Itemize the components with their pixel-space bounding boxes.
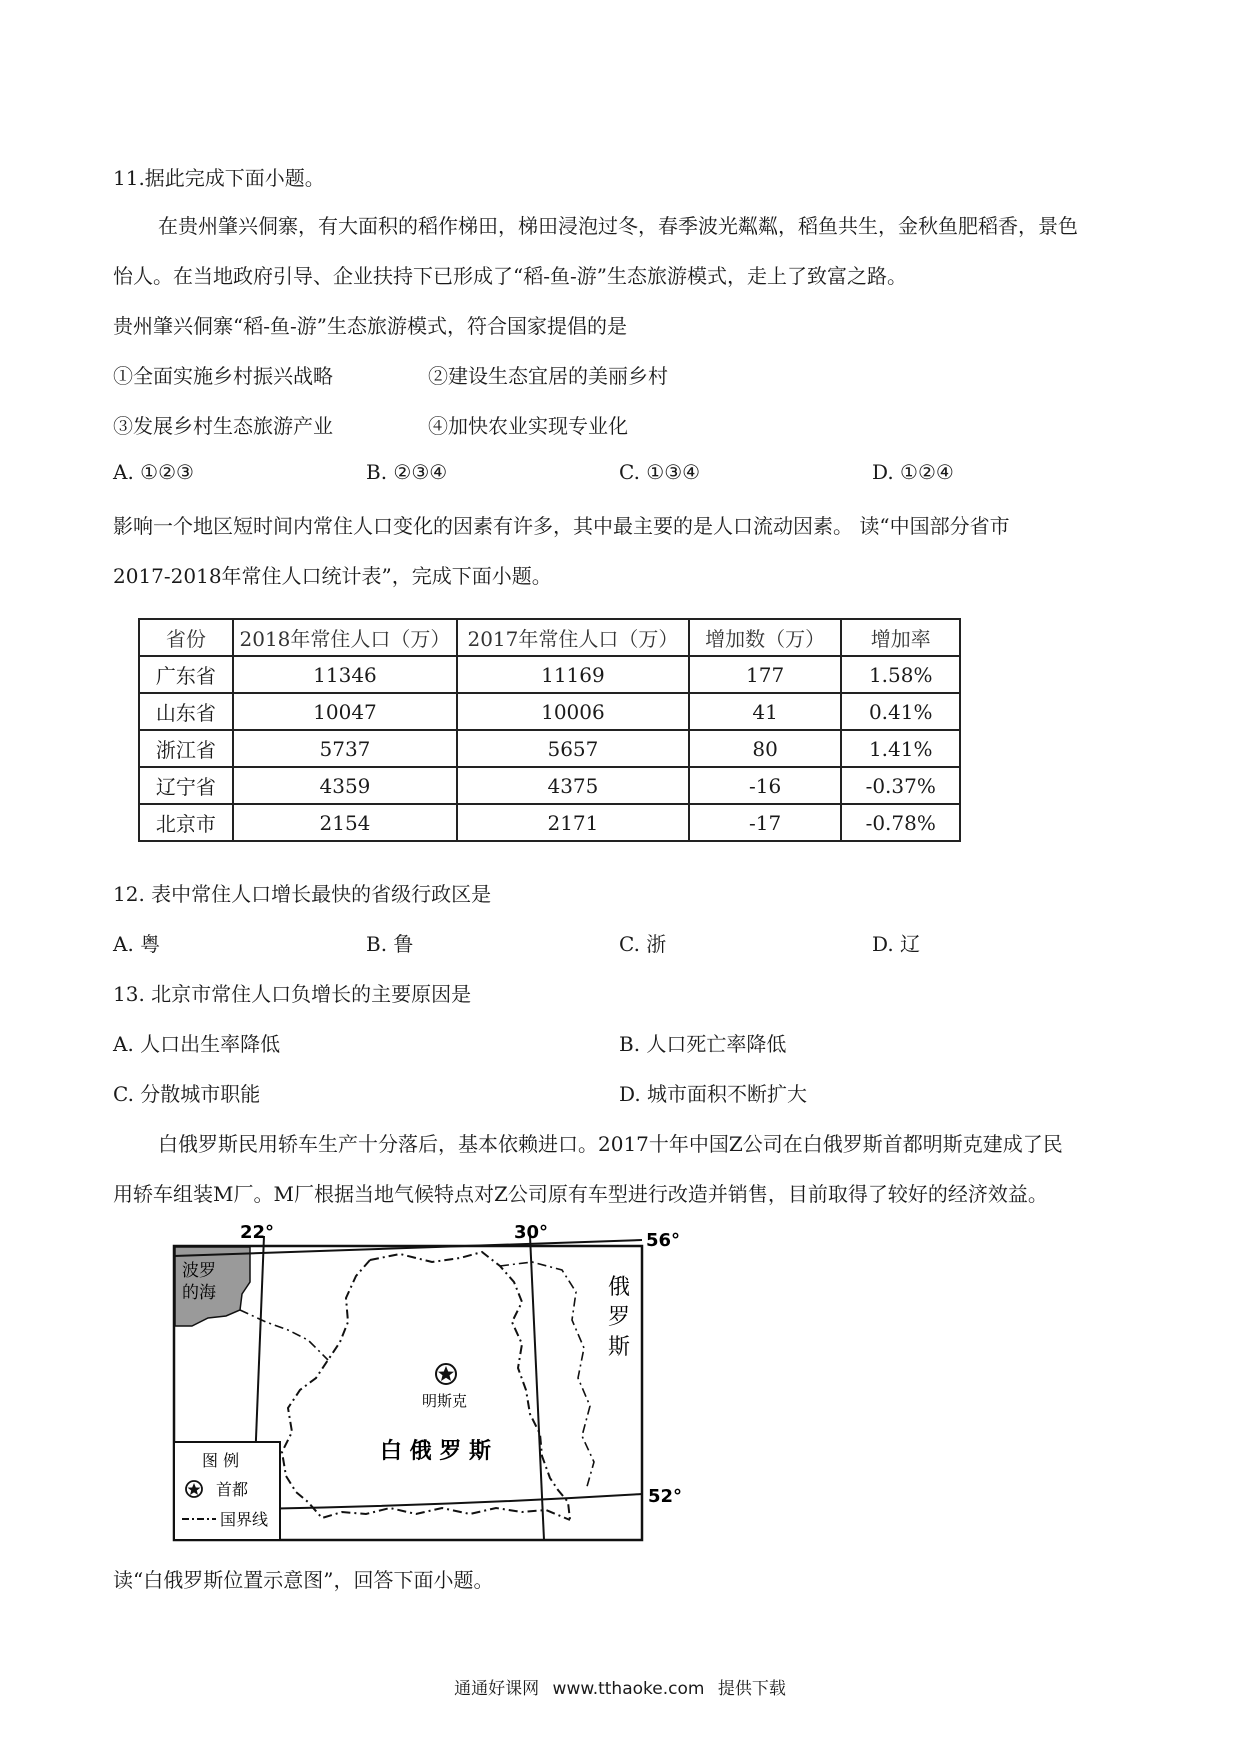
table-cell: 11169 — [457, 656, 689, 693]
table-cell: -0.37% — [841, 767, 960, 804]
q13-option-c: C. 分散城市职能 — [113, 1082, 261, 1106]
lon-label-22: 22° — [240, 1222, 275, 1243]
belarus-location-map — [170, 1222, 690, 1546]
map-caption: 读“白俄罗斯位置示意图”，回答下面小题。 — [113, 1568, 494, 1592]
legend-border-label: 国界线 — [220, 1510, 269, 1529]
q11-stem: 贵州肇兴侗寨“稻-鱼-游”生态旅游模式，符合国家提倡的是 — [113, 314, 627, 338]
table-cell: 2154 — [233, 804, 457, 841]
sea-label-1: 波罗 — [182, 1261, 216, 1281]
footer-site-name: 通通好课网 — [454, 1679, 540, 1699]
q11-option-b: B. ②③④ — [366, 460, 448, 484]
table-cell: 4375 — [457, 767, 689, 804]
footer-url[interactable]: www.tthaoke.com — [552, 1679, 705, 1699]
table-header-cell: 2018年常住人口（万） — [233, 619, 457, 656]
table-cell: 177 — [689, 656, 842, 693]
table-header-cell: 增加数（万） — [689, 619, 842, 656]
capital-star-icon — [436, 1364, 456, 1384]
table-cell: 10047 — [233, 693, 457, 730]
q12-option-b: B. 鲁 — [366, 932, 414, 956]
q13-option-a: A. 人口出生率降低 — [113, 1032, 281, 1056]
table-header-cell: 2017年常住人口（万） — [457, 619, 689, 656]
table-cell: 辽宁省 — [139, 767, 233, 804]
capital-label: 明斯克 — [422, 1392, 468, 1410]
legend-title: 图 例 — [202, 1451, 240, 1470]
table-cell: 1.41% — [841, 730, 960, 767]
q14-intro-line2: 用轿车组装M厂。M厂根据当地气候特点对Z公司原有车型进行改造并销售，目前取得了较好的经济效益。 — [113, 1182, 1048, 1206]
table-cell: 浙江省 — [139, 730, 233, 767]
q12-option-d: D. 辽 — [872, 932, 921, 956]
table-cell: 5657 — [457, 730, 689, 767]
q13-stem: 13. 北京市常住人口负增长的主要原因是 — [113, 982, 472, 1006]
map-legend — [174, 1442, 280, 1540]
q11-heading: 11.据此完成下面小题。 — [113, 166, 325, 190]
q12-intro-line2: 2017-2018年常住人口统计表”，完成下面小题。 — [113, 564, 552, 588]
table-row — [139, 693, 960, 730]
q11-item-2: ②建设生态宜居的美丽乡村 — [428, 364, 668, 388]
lat-label-52: 52° — [648, 1486, 683, 1507]
q11-option-a: A. ①②③ — [113, 460, 194, 484]
q11-item-1: ①全面实施乡村振兴战略 — [113, 364, 333, 388]
table-cell: 11346 — [233, 656, 457, 693]
table-cell: -17 — [689, 804, 842, 841]
table-cell: 山东省 — [139, 693, 233, 730]
russia-label-2: 罗 — [608, 1305, 631, 1330]
table-row — [139, 656, 960, 693]
table-header-row — [139, 619, 960, 656]
lat-label-56: 56° — [646, 1230, 681, 1251]
table-cell: 0.41% — [841, 693, 960, 730]
table-cell: 10006 — [457, 693, 689, 730]
table-cell: 1.58% — [841, 656, 960, 693]
q11-option-c: C. ①③④ — [619, 460, 701, 484]
q13-option-b: B. 人口死亡率降低 — [619, 1032, 787, 1056]
q11-paragraph-line2: 怡人。在当地政府引导、企业扶持下已形成了“稻-鱼-游”生态旅游模式，走上了致富之路。 — [113, 264, 907, 288]
page-footer — [0, 1674, 1240, 1699]
table-cell: 41 — [689, 693, 842, 730]
table-cell: -0.78% — [841, 804, 960, 841]
footer-suffix: 提供下载 — [717, 1679, 786, 1699]
table-cell: 北京市 — [139, 804, 233, 841]
q14-intro-line1: 白俄罗斯民用轿车生产十分落后，基本依赖进口。2017十年中国Z公司在白俄罗斯首都明斯克建成了民 — [158, 1132, 1063, 1156]
q11-option-d: D. ①②④ — [872, 460, 954, 484]
q12-option-c: C. 浙 — [619, 932, 667, 956]
q11-item-4: ④加快农业实现专业化 — [428, 414, 628, 438]
table-cell: 广东省 — [139, 656, 233, 693]
table-cell: 80 — [689, 730, 842, 767]
q12-stem: 12. 表中常住人口增长最快的省级行政区是 — [113, 882, 492, 906]
table-cell: 4359 — [233, 767, 457, 804]
lon-label-30: 30° — [514, 1222, 549, 1243]
table-cell: 2171 — [457, 804, 689, 841]
table-row — [139, 767, 960, 804]
country-label: 白 俄 罗 斯 — [380, 1439, 491, 1464]
table-header-cell: 增加率 — [841, 619, 960, 656]
table-cell: -16 — [689, 767, 842, 804]
q11-item-3: ③发展乡村生态旅游产业 — [113, 414, 333, 438]
q11-paragraph-line1: 在贵州肇兴侗寨，有大面积的稻作梯田，梯田浸泡过冬，春季波光粼粼，稻鱼共生，金秋鱼肥稻香，景色 — [158, 214, 1078, 238]
russia-label-1: 俄 — [608, 1275, 631, 1300]
q12-option-a: A. 粤 — [113, 932, 161, 956]
legend-capital-label: 首都 — [216, 1480, 249, 1499]
q13-option-d: D. 城市面积不断扩大 — [619, 1082, 808, 1106]
legend-capital-star-icon — [186, 1481, 202, 1497]
russia-label-3: 斯 — [608, 1335, 631, 1360]
table-row — [139, 730, 960, 767]
table-row — [139, 804, 960, 841]
sea-label-2: 的海 — [182, 1283, 216, 1303]
table-header-cell: 省份 — [139, 619, 233, 656]
population-table — [138, 618, 961, 842]
q12-intro-line1: 影响一个地区短时间内常住人口变化的因素有许多，其中最主要的是人口流动因素。 读“中国部分省市 — [113, 514, 1010, 538]
table-cell: 5737 — [233, 730, 457, 767]
